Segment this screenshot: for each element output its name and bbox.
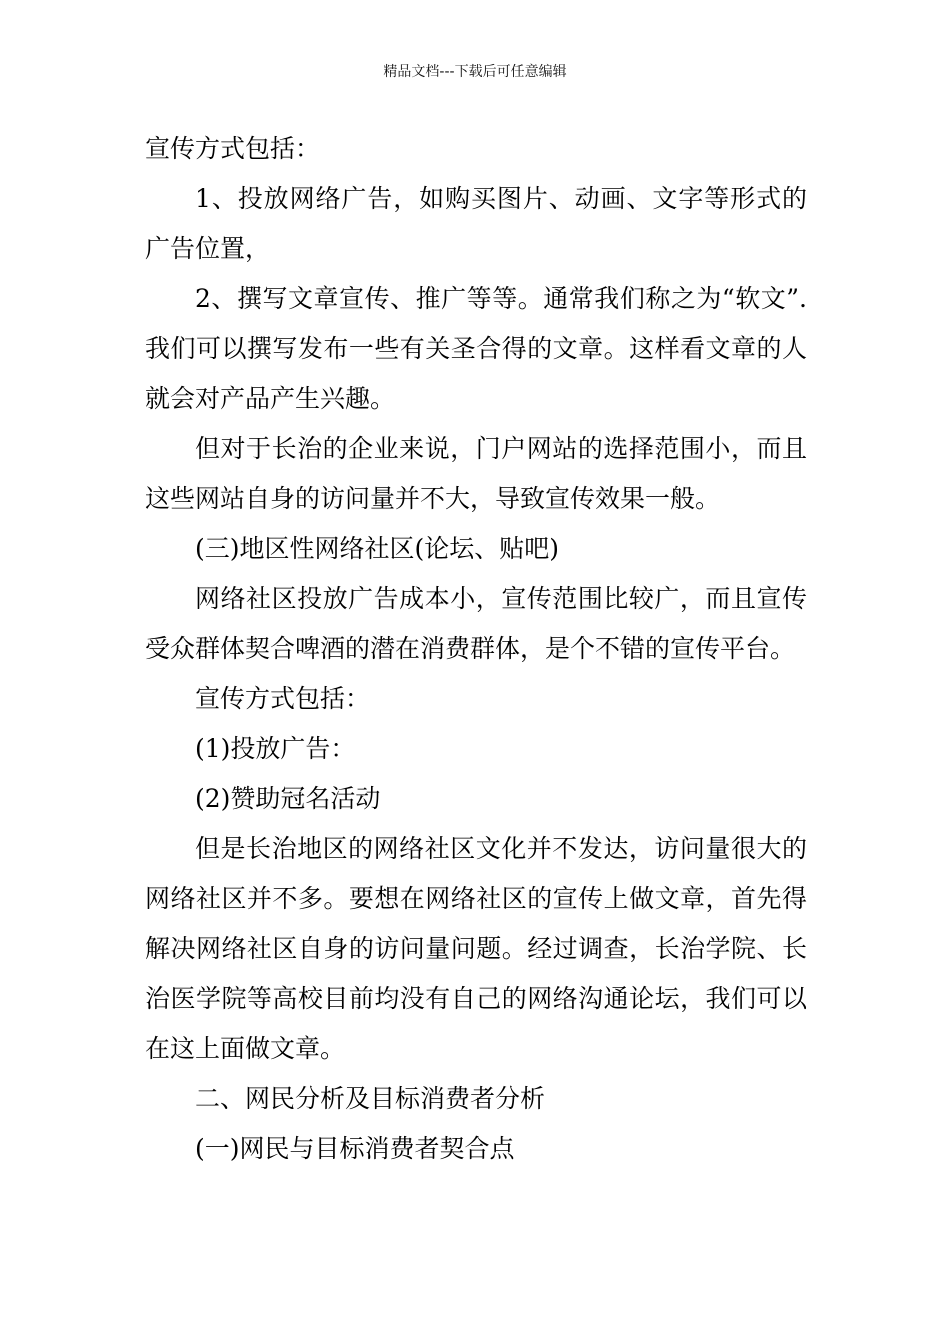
- paragraph: 但是长治地区的网络社区文化并不发达，访问量很大的网络社区并不多。要想在网络社区的宣传上做文章，首先得解决网络社区自身的访问量问题。经过调查，长治学院、长治医学院等高校目前均没有自己的网络沟通论坛，我们可以在这上面做文章。: [145, 834, 807, 1063]
- list-item: (1)投放广告：: [195, 734, 356, 763]
- page-header: 精品文档---下载后可任意编辑: [383, 64, 567, 80]
- paragraph: 宣传方式包括：: [195, 684, 371, 713]
- paragraph: 但对于长治的企业来说，门户网站的选择范围小，而且这些网站自身的访问量并不大，导致宣传效果一般。: [145, 434, 807, 513]
- subsection-heading: (一)网民与目标消费者契合点: [195, 1134, 515, 1163]
- list-item: (2)赞助冠名活动: [195, 784, 381, 813]
- paragraph: 1、投放网络广告，如购买图片、动画、文字等形式的广告位置，: [145, 184, 807, 263]
- paragraph: 网络社区投放广告成本小，宣传范围比较广，而且宣传受众群体契合啤酒的潜在消费群体，是个不错的宣传平台。: [145, 584, 807, 663]
- paragraph: 2、撰写文章宣传、推广等等。通常我们称之为“软文”.我们可以撰写发布一些有关圣合得的文章。这样看文章的人就会对产品产生兴趣。: [145, 284, 807, 413]
- section-heading: 二、网民分析及目标消费者分析: [195, 1084, 546, 1113]
- document-body: [145, 124, 807, 1174]
- paragraph: 宣传方式包括：: [145, 134, 321, 163]
- section-heading: (三)地区性网络社区(论坛、贴吧): [195, 534, 560, 563]
